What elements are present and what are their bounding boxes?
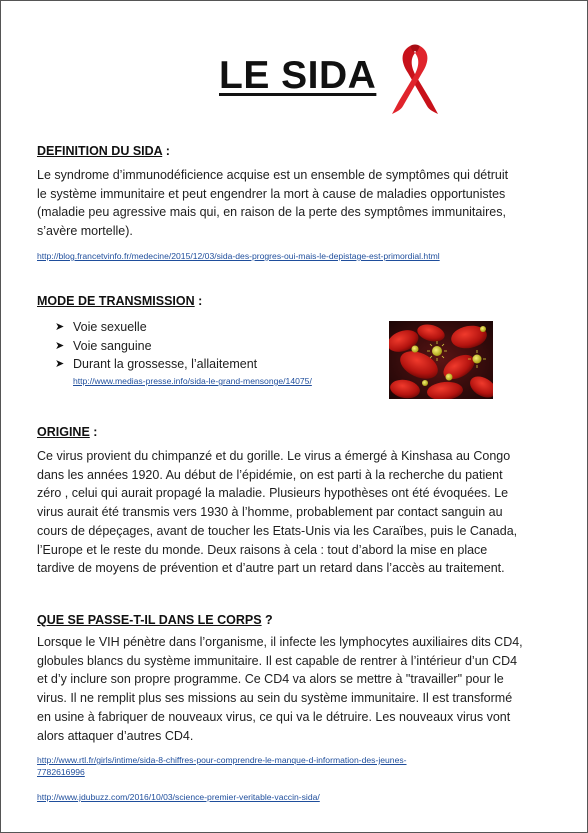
arrowhead-bullet-icon: ➤	[55, 339, 65, 352]
definition-paragraph	[37, 166, 553, 241]
list-item: ➤ Voie sanguine	[55, 337, 257, 356]
text-line: zéro , celui qui aurait propagé la maladie. Plusieurs hypothèses ont été évoquées. Le	[37, 486, 509, 501]
transmission-source-link[interactable]: http://www.medias-presse.info/sida-le-grand-mensonge/14075/	[73, 376, 312, 386]
definition-source-link[interactable]: http://blog.francetvinfo.fr/medecine/2015/12/03/sida-des-progres-oui-mais-le-depistage-est-primordial.html	[37, 251, 440, 261]
text-line: virus. Il ne remplit plus ses missions au sein du système immunitaire. Il est transformé	[37, 691, 513, 706]
title-row	[1, 53, 587, 113]
corps-source-link-1[interactable]: http://www.rtl.fr/girls/intime/sida-8-chiffres-pour-comprendre-le-manque-d-information-des-jeunes- 7782616996	[37, 755, 407, 777]
page-title: LE SIDA	[219, 54, 377, 97]
section-heading-corps: QUE SE PASSE-T-IL DANS LE CORPS ?	[37, 613, 273, 627]
red-ribbon-icon	[389, 43, 441, 117]
arrowhead-bullet-icon: ➤	[55, 321, 65, 333]
corps-paragraph	[37, 633, 553, 745]
arrowhead-bullet-icon: ➤	[55, 358, 65, 370]
text-line: s’avère mortelle).	[37, 224, 133, 239]
blood-cells-virus-image	[389, 321, 493, 399]
section-heading-definition: DEFINITION DU SIDA :	[37, 144, 170, 158]
text-line: alors attaquer d’autres CD4.	[37, 728, 194, 743]
text-line: l’Europe et le reste du monde. Deux raisons à cela : tout d’abord la mise en place	[37, 542, 488, 557]
text-line: virus aurait été transmis vers 1930 à l’homme, probablement par contact sanguin au	[37, 505, 503, 520]
section-heading-transmission: MODE DE TRANSMISSION :	[37, 294, 203, 308]
origine-paragraph	[37, 447, 553, 578]
text-line: dans les années 1920. Au début de l’épidémie, on est parti à la recherche du patient	[37, 467, 503, 482]
section-heading-origine: ORIGINE :	[37, 425, 98, 439]
text-line: (maladie peu agressive mais qui, en raison de la perte des symptômes immunitaires,	[37, 205, 506, 220]
list-item: ➤ Voie sexuelle	[55, 318, 257, 337]
corps-source-link-2[interactable]: http://www.jdubuzz.com/2016/10/03/science-premier-veritable-vaccin-sida/	[37, 792, 320, 802]
text-line: Ce virus provient du chimpanzé et du gorille. Le virus a émergé à Kinshasa au Congo	[37, 449, 511, 463]
text-line: Le syndrome d’immunodéficience acquise est un ensemble de symptômes qui détruit	[37, 168, 509, 182]
text-line: globules blancs du système immunitaire. Il est capable de rentrer à l’intérieur d’un CD4	[37, 653, 518, 668]
text-line: Lorsque le VIH pénètre dans l’organisme, il infecte les lymphocytes auxiliaires dits CD4,	[37, 635, 523, 649]
text-line: le système immunitaire et peut engendrer la mort à cause de maladies opportunistes	[37, 186, 506, 201]
text-line: tardive de moyens de prévention et d’autre part un retard dans l’accès au traitement.	[37, 561, 505, 576]
transmission-list	[55, 318, 257, 374]
list-item: ➤ Durant la grossesse, l’allaitement	[55, 355, 257, 374]
text-line: en usine à fabriquer de nouveaux virus, ce qui va le détruire. Les nouveaux virus vont	[37, 709, 511, 724]
text-line: et d’y inclure son propre programme. Ce CD4 va alors se mettre à "travailler" pour le	[37, 672, 504, 687]
text-line: cours de dépeçages, avant de toucher les Etats-Unis via les Caraïbes, puis le Canada,	[37, 523, 518, 538]
